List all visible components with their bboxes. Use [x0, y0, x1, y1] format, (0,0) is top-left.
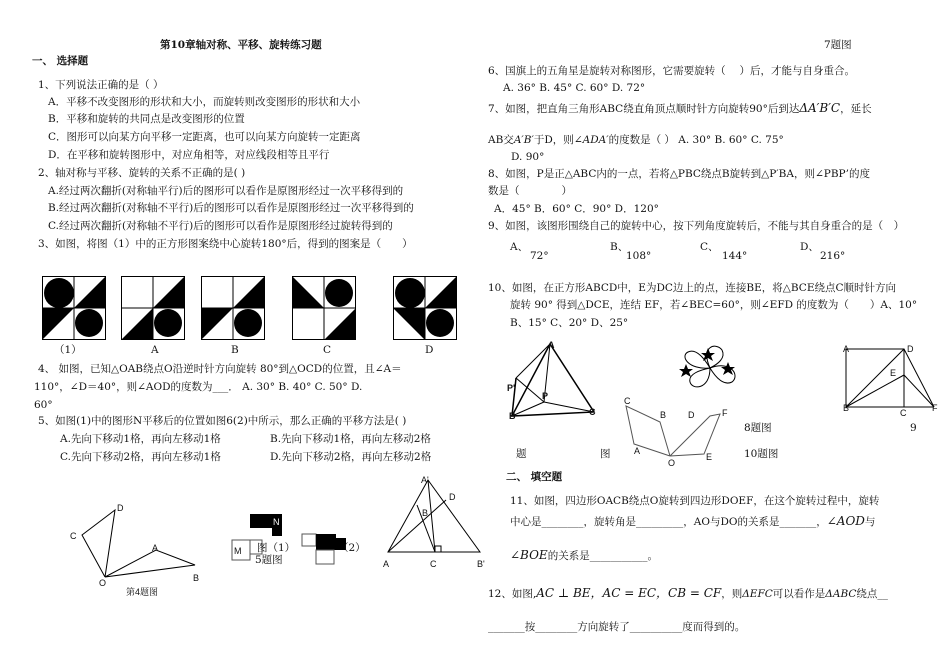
fig8-caption-right: 图	[600, 448, 611, 460]
fig11-point-e: E	[706, 452, 713, 462]
fig4-point-o: O	[99, 578, 107, 588]
q3-pattern-d	[393, 276, 457, 340]
q3-pattern-a	[121, 276, 185, 340]
q9-option-d: D、	[800, 241, 819, 253]
q11-line1: 11、如图，四边形OACB绕点O旋转到四边形DOEF，在这个旋转过程中，旋转	[510, 495, 880, 507]
fig7-point-b-prime: B'	[477, 559, 485, 569]
q10-line1: 10、如图，在正方形ABCD中，E为DC边上的点，连接BE，将△BCE绕点C顺时针方向	[488, 282, 897, 294]
q12-math: AC ⊥ BE，AC = EC，CB = CF	[536, 586, 722, 600]
q8-line2: 数是（ ）	[488, 185, 572, 197]
q9-option-c: C、	[700, 241, 719, 253]
fig4-point-d: D	[117, 503, 124, 513]
fig10-point-b: B	[843, 403, 850, 413]
fig8-point-p-prime: P'	[507, 383, 516, 393]
fig7-point-b: B	[422, 508, 429, 518]
fig8-point-a: A	[548, 340, 555, 350]
fig10-point-a: A	[843, 344, 850, 354]
q7-symbol-triangle: ΔA′B′C	[799, 101, 841, 115]
q1-option-b: B．平移和旋转的共同点是改变图形的位置	[48, 113, 245, 125]
fig11-point-b: B	[660, 410, 667, 420]
q10-line3: B、15° C、20° D、25°	[510, 317, 629, 329]
q6-options: A. 36° B. 45° C. 60° D. 72°	[503, 82, 646, 94]
q11-symbol-boe: ∠BOE	[510, 548, 548, 562]
q3-label-original: （1）	[54, 344, 82, 356]
q5-option-c: C.先向下移动2格，再向左移动1格	[60, 451, 221, 463]
q7-symbol-angle: ∠ADA′	[573, 134, 609, 146]
fig10-point-f: F	[932, 403, 938, 413]
fig5-label-m: M	[234, 546, 242, 556]
fig11-point-f: F	[722, 408, 728, 418]
q1-option-d: D．在平移和旋转图形中，对应角相等，对应线段相等且平行	[48, 149, 330, 161]
fig8-point-p: P	[542, 391, 549, 401]
q9-option-a-value: 72°	[530, 250, 549, 262]
q5-option-b: B.先向下移动1格，再向左移动2格	[270, 433, 431, 445]
fig5-caption: 5题图	[255, 554, 283, 566]
q4-line1: 4、 如图，已知△OAB绕点O沿逆时针方向旋转 80°到△OCD的位置，且∠A＝	[38, 363, 402, 375]
fig10-point-c: C	[900, 408, 907, 418]
q3-label-b: B	[231, 344, 239, 356]
q12-symbol-efc: ΔEFC	[742, 588, 773, 600]
fig7-point-c: C	[430, 559, 437, 569]
page-title: 第10章轴对称、平移、旋转练习题	[160, 39, 322, 51]
q3-pattern-original	[42, 276, 106, 340]
fig7-point-a: A	[383, 559, 390, 569]
fig4-caption: 第4题图	[126, 587, 159, 597]
q5-stem: 5、如图(1)中的图形N平移后的位置如图6(2)中所示，那么正确的平移方法是( )	[38, 415, 407, 427]
fig5-label-n: N	[273, 517, 280, 527]
q9-option-b-value: 108°	[626, 250, 652, 262]
fig11-point-c: C	[624, 396, 631, 406]
fig4-point-b: B	[193, 573, 200, 583]
q3-stem: 3、如图，将图（1）中的正方形图案绕中心旋转180°后，得到的图案是（ ）	[38, 238, 413, 250]
q8-options: A．45° B．60° C．90° D．120°	[494, 203, 659, 215]
figure-q10	[842, 345, 942, 415]
fig9-caption: 8题图	[744, 422, 772, 434]
fig8-point-b: B	[509, 411, 516, 421]
q8-line1: 8、如图，P是正△ABC内的一点，若将△PBC绕点B旋转到△P′BA，则∠PBP’的度	[488, 168, 870, 180]
q7-symbol-segment: A′B′	[513, 134, 534, 146]
fig10-number: 9	[910, 422, 917, 434]
q2-option-c: C.经过两次翻折(对称轴不平行)后的图形可以看作是原图形经过旋转得到的	[48, 220, 393, 232]
fig11-point-d: D	[688, 410, 695, 420]
q12-line2: _______按________方向旋转了__________度而得到的。	[488, 621, 746, 633]
q1-stem: 1、下列说法正确的是（ ）	[38, 79, 164, 91]
fig10-point-d: D	[907, 344, 914, 354]
q3-label-d: D	[425, 344, 434, 356]
q2-option-b: B.经过两次翻折(对称轴不平行)后的图形可以看作是原图形经过一次平移得到的	[48, 202, 414, 214]
fig4-point-c: C	[70, 531, 77, 541]
fig7-caption: 7题图	[824, 39, 852, 51]
q2-option-a: A.经过两次翻折(对称轴平行)后的图形可以看作是原图形经过一次平移得到的	[48, 185, 404, 197]
q11-line2: 中心是________，旋转角是_________，AO与DO的关系是_______，∠AOD与	[510, 514, 876, 528]
q7-line3: D. 90°	[511, 151, 545, 163]
fig7-point-a-prime: A'	[421, 475, 429, 485]
q11-line3: ∠BOE的关系是___________。	[510, 548, 658, 562]
q6-stem: 6、国旗上的五角星是旋转对称图形，它需要旋转（ ）后，才能与自身重合。	[488, 65, 856, 77]
fig7-point-d: D	[449, 492, 456, 502]
fig11-point-a: A	[634, 446, 641, 456]
q9-stem: 9、如图，该图形围绕自己的旋转中心，按下列角度旋转后，不能与其自身重合的是（ ）	[488, 220, 905, 232]
q9-option-b: B、	[610, 241, 629, 253]
figure-q9-star-flower	[670, 340, 750, 392]
q1-option-c: C．图形可以向某方向平移一定距离，也可以向某方向旋转一定距离	[48, 131, 361, 143]
fig10-point-e: E	[890, 368, 897, 378]
q9-option-c-value: 144°	[722, 250, 748, 262]
q9-option-d-value: 216°	[820, 250, 846, 262]
fig4-point-a: A	[152, 543, 159, 553]
q3-pattern-c	[292, 276, 356, 340]
q4-line2: 110°，∠D＝40°，则∠AOD的度数为___． A. 30° B. 40° C. 50° D.	[34, 381, 363, 393]
q12-symbol-abc: ΔABC	[825, 588, 857, 600]
q3-label-a: A	[151, 344, 159, 356]
q7-line1: 7、如图，把直角三角形ABC绕直角顶点顺时针方向旋转90°后到达ΔA′B′C，延长	[488, 101, 872, 115]
figure-q4	[60, 495, 210, 595]
q5-option-a: A.先向下移动1格，再向左移动1格	[60, 433, 221, 445]
fig5-caption-1: 图（1）	[257, 542, 296, 554]
fig8-caption-left: 题	[516, 448, 527, 460]
fig5-caption-2: （2）	[338, 542, 366, 554]
q7-line2: AB交A′B′于D，则∠ADA′的度数是（ ） A. 30° B. 60° C. 75°	[488, 134, 784, 146]
fig10-caption: 10题图	[744, 448, 779, 460]
section-choice-heading: 一、 选择题	[32, 55, 89, 67]
q5-option-d: D.先向下移动2格，再向左移动2格	[270, 451, 432, 463]
q11-symbol-aod: ∠AOD	[826, 514, 865, 528]
q3-pattern-b	[201, 276, 265, 340]
q10-line2: 旋转 90° 得到△DCE，连结 EF，若∠BEC=60°，则∠EFD 的度数为（ ）A、10°	[510, 299, 918, 311]
q2-stem: 2、轴对称与平移、旋转的关系不正确的是( )	[38, 167, 246, 179]
q12-line1: 12、如图,AC ⊥ BE，AC = EC，CB = CF，则ΔEFC可以看作是ΔABC绕点__	[488, 586, 888, 600]
fig8-point-c: C	[589, 407, 596, 417]
figure-q7	[380, 470, 490, 570]
q4-line3: 60°	[34, 399, 53, 411]
figure-q5	[230, 510, 370, 570]
q1-option-a: A．平移不改变图形的形状和大小，而旋转则改变图形的形状和大小	[48, 96, 361, 108]
section-fill-heading: 二、 填空题	[506, 471, 563, 483]
q3-label-c: C	[323, 344, 332, 356]
q9-option-a: A、	[510, 241, 529, 253]
fig11-point-o: O	[668, 458, 676, 468]
